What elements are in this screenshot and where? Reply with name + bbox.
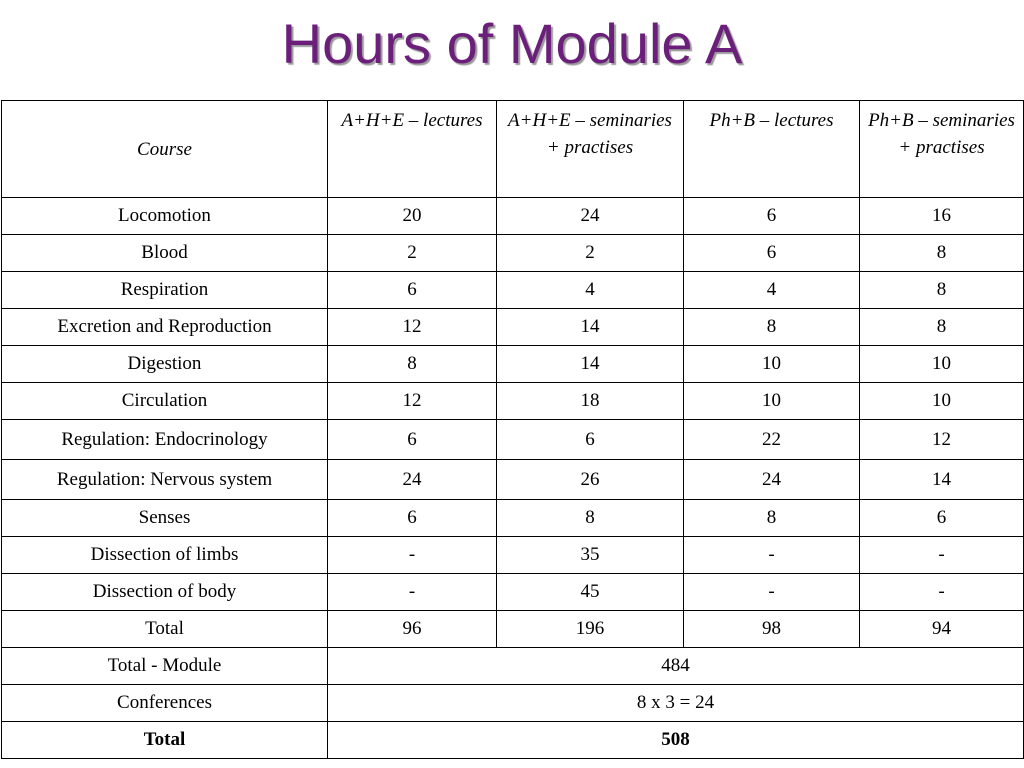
course-cell: Blood bbox=[2, 235, 328, 272]
value-cell: 24 bbox=[684, 460, 860, 500]
value-cell: - bbox=[684, 537, 860, 574]
value-cell: 12 bbox=[328, 383, 497, 420]
course-cell: Circulation bbox=[2, 383, 328, 420]
summary-row-conferences bbox=[2, 685, 1024, 722]
header-course: Course bbox=[2, 101, 328, 198]
table-row bbox=[2, 383, 1024, 420]
table-row bbox=[2, 500, 1024, 537]
value-cell: 2 bbox=[328, 235, 497, 272]
value-cell: 24 bbox=[497, 198, 684, 235]
table-row bbox=[2, 309, 1024, 346]
course-cell: Regulation: Endocrinology bbox=[2, 420, 328, 460]
course-cell: Locomotion bbox=[2, 198, 328, 235]
table-row bbox=[2, 574, 1024, 611]
table-row bbox=[2, 272, 1024, 309]
value-cell: - bbox=[328, 574, 497, 611]
value-cell: 6 bbox=[328, 420, 497, 460]
table-header-row bbox=[2, 101, 1024, 198]
value-cell: 8 bbox=[497, 500, 684, 537]
value-cell: 8 bbox=[860, 235, 1024, 272]
summary-label: Total bbox=[2, 722, 328, 759]
value-cell: 6 bbox=[860, 500, 1024, 537]
slide-title: Hours of Module A bbox=[281, 12, 743, 75]
summary-label: Conferences bbox=[2, 685, 328, 722]
course-cell: Regulation: Nervous system bbox=[2, 460, 328, 500]
header-phb-seminaries: Ph+B – seminaries + practises bbox=[860, 101, 1024, 198]
course-cell: Dissection of limbs bbox=[2, 537, 328, 574]
header-ahe-seminaries: A+H+E – seminaries + practises bbox=[497, 101, 684, 198]
table-row bbox=[2, 235, 1024, 272]
table-row bbox=[2, 198, 1024, 235]
value-cell: 8 bbox=[860, 272, 1024, 309]
value-cell: 10 bbox=[684, 346, 860, 383]
value-cell: 20 bbox=[328, 198, 497, 235]
table-row-total bbox=[2, 611, 1024, 648]
value-cell: 4 bbox=[497, 272, 684, 309]
value-cell: 10 bbox=[684, 383, 860, 420]
value-cell: 6 bbox=[328, 272, 497, 309]
value-cell: - bbox=[860, 574, 1024, 611]
table-row bbox=[2, 420, 1024, 460]
value-cell: 6 bbox=[497, 420, 684, 460]
course-cell: Excretion and Reproduction bbox=[2, 309, 328, 346]
value-cell: 8 bbox=[860, 309, 1024, 346]
value-cell: 4 bbox=[684, 272, 860, 309]
value-cell: 2 bbox=[497, 235, 684, 272]
course-cell: Total bbox=[2, 611, 328, 648]
hours-table bbox=[1, 100, 1024, 759]
value-cell: 26 bbox=[497, 460, 684, 500]
value-cell: 12 bbox=[860, 420, 1024, 460]
summary-row-module bbox=[2, 648, 1024, 685]
table-row bbox=[2, 346, 1024, 383]
value-cell: - bbox=[684, 574, 860, 611]
value-cell: 35 bbox=[497, 537, 684, 574]
table-row bbox=[2, 537, 1024, 574]
value-cell: 10 bbox=[860, 383, 1024, 420]
value-cell: 96 bbox=[328, 611, 497, 648]
summary-value: 508 bbox=[328, 722, 1024, 759]
value-cell: 6 bbox=[684, 235, 860, 272]
value-cell: - bbox=[860, 537, 1024, 574]
value-cell: 196 bbox=[497, 611, 684, 648]
value-cell: 8 bbox=[328, 346, 497, 383]
value-cell: 6 bbox=[328, 500, 497, 537]
course-cell: Digestion bbox=[2, 346, 328, 383]
value-cell: 22 bbox=[684, 420, 860, 460]
value-cell: 14 bbox=[497, 309, 684, 346]
value-cell: 6 bbox=[684, 198, 860, 235]
summary-row-grand-total bbox=[2, 722, 1024, 759]
value-cell: - bbox=[328, 537, 497, 574]
value-cell: 10 bbox=[860, 346, 1024, 383]
header-ahe-lectures: A+H+E – lectures bbox=[328, 101, 497, 198]
value-cell: 18 bbox=[497, 383, 684, 420]
table-row bbox=[2, 460, 1024, 500]
summary-value: 8 x 3 = 24 bbox=[328, 685, 1024, 722]
value-cell: 16 bbox=[860, 198, 1024, 235]
value-cell: 24 bbox=[328, 460, 497, 500]
header-phb-lectures: Ph+B – lectures bbox=[684, 101, 860, 198]
course-cell: Senses bbox=[2, 500, 328, 537]
value-cell: 94 bbox=[860, 611, 1024, 648]
value-cell: 45 bbox=[497, 574, 684, 611]
value-cell: 14 bbox=[497, 346, 684, 383]
value-cell: 8 bbox=[684, 500, 860, 537]
value-cell: 8 bbox=[684, 309, 860, 346]
summary-label: Total - Module bbox=[2, 648, 328, 685]
value-cell: 12 bbox=[328, 309, 497, 346]
summary-value: 484 bbox=[328, 648, 1024, 685]
value-cell: 14 bbox=[860, 460, 1024, 500]
course-cell: Respiration bbox=[2, 272, 328, 309]
course-cell: Dissection of body bbox=[2, 574, 328, 611]
value-cell: 98 bbox=[684, 611, 860, 648]
